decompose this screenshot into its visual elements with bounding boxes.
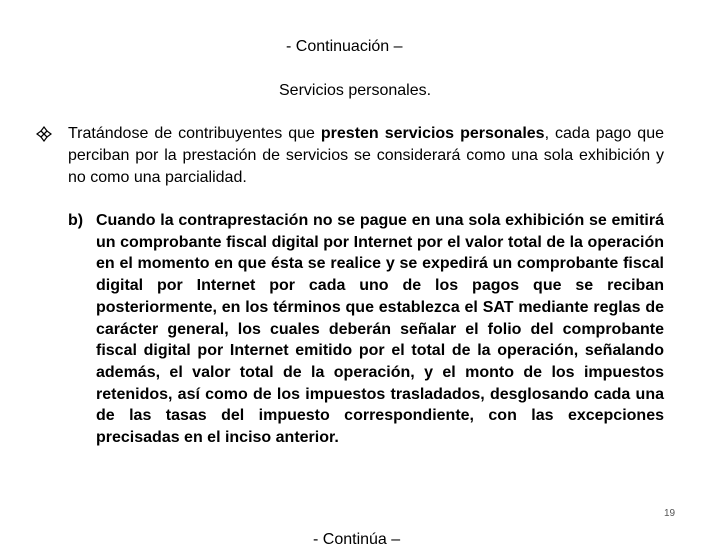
bullet-text-start: Tratándose de contribuyentes que bbox=[68, 125, 321, 142]
list-item-text: Cuando la contraprestación no se pague en una sola exhibición se emitirá un comprobante fiscal digital por Internet por el valor total de la operación en el momento en que ésta se realice y se expedirá un comprobante fiscal digital por Internet por cada uno de los pagos que se reciban posteriormente, en los términos que establezca el SAT mediante reglas de carácter general, los cuales deberán señalar el folio del comprobante fiscal digital por Internet emitido por el total de la operación, señalando además, el valor total de la operación, y el monto de los impuestos retenidos, así como de los impuestos trasladados, desglosando cada una de las tasas del impuesto correspondiente, con las excepciones precisadas en el inciso anterior. bbox=[96, 212, 664, 447]
continues-label: - Continúa – bbox=[313, 531, 401, 548]
bullet-text-end: , cada pago que perciban por la prestación de servicios se considerará como una sola exhibición y no como una parcialidad. bbox=[68, 125, 665, 186]
bullet-paragraph bbox=[68, 123, 664, 189]
page-number: 19 bbox=[664, 508, 676, 519]
diamond-bullet-icon bbox=[36, 126, 52, 142]
bullet-text-emphasis: presten servicios personales bbox=[320, 125, 545, 142]
list-item-marker: b) bbox=[68, 212, 84, 229]
continuation-label: - Continuación – bbox=[286, 38, 403, 55]
section-title: Servicios personales. bbox=[279, 82, 432, 99]
